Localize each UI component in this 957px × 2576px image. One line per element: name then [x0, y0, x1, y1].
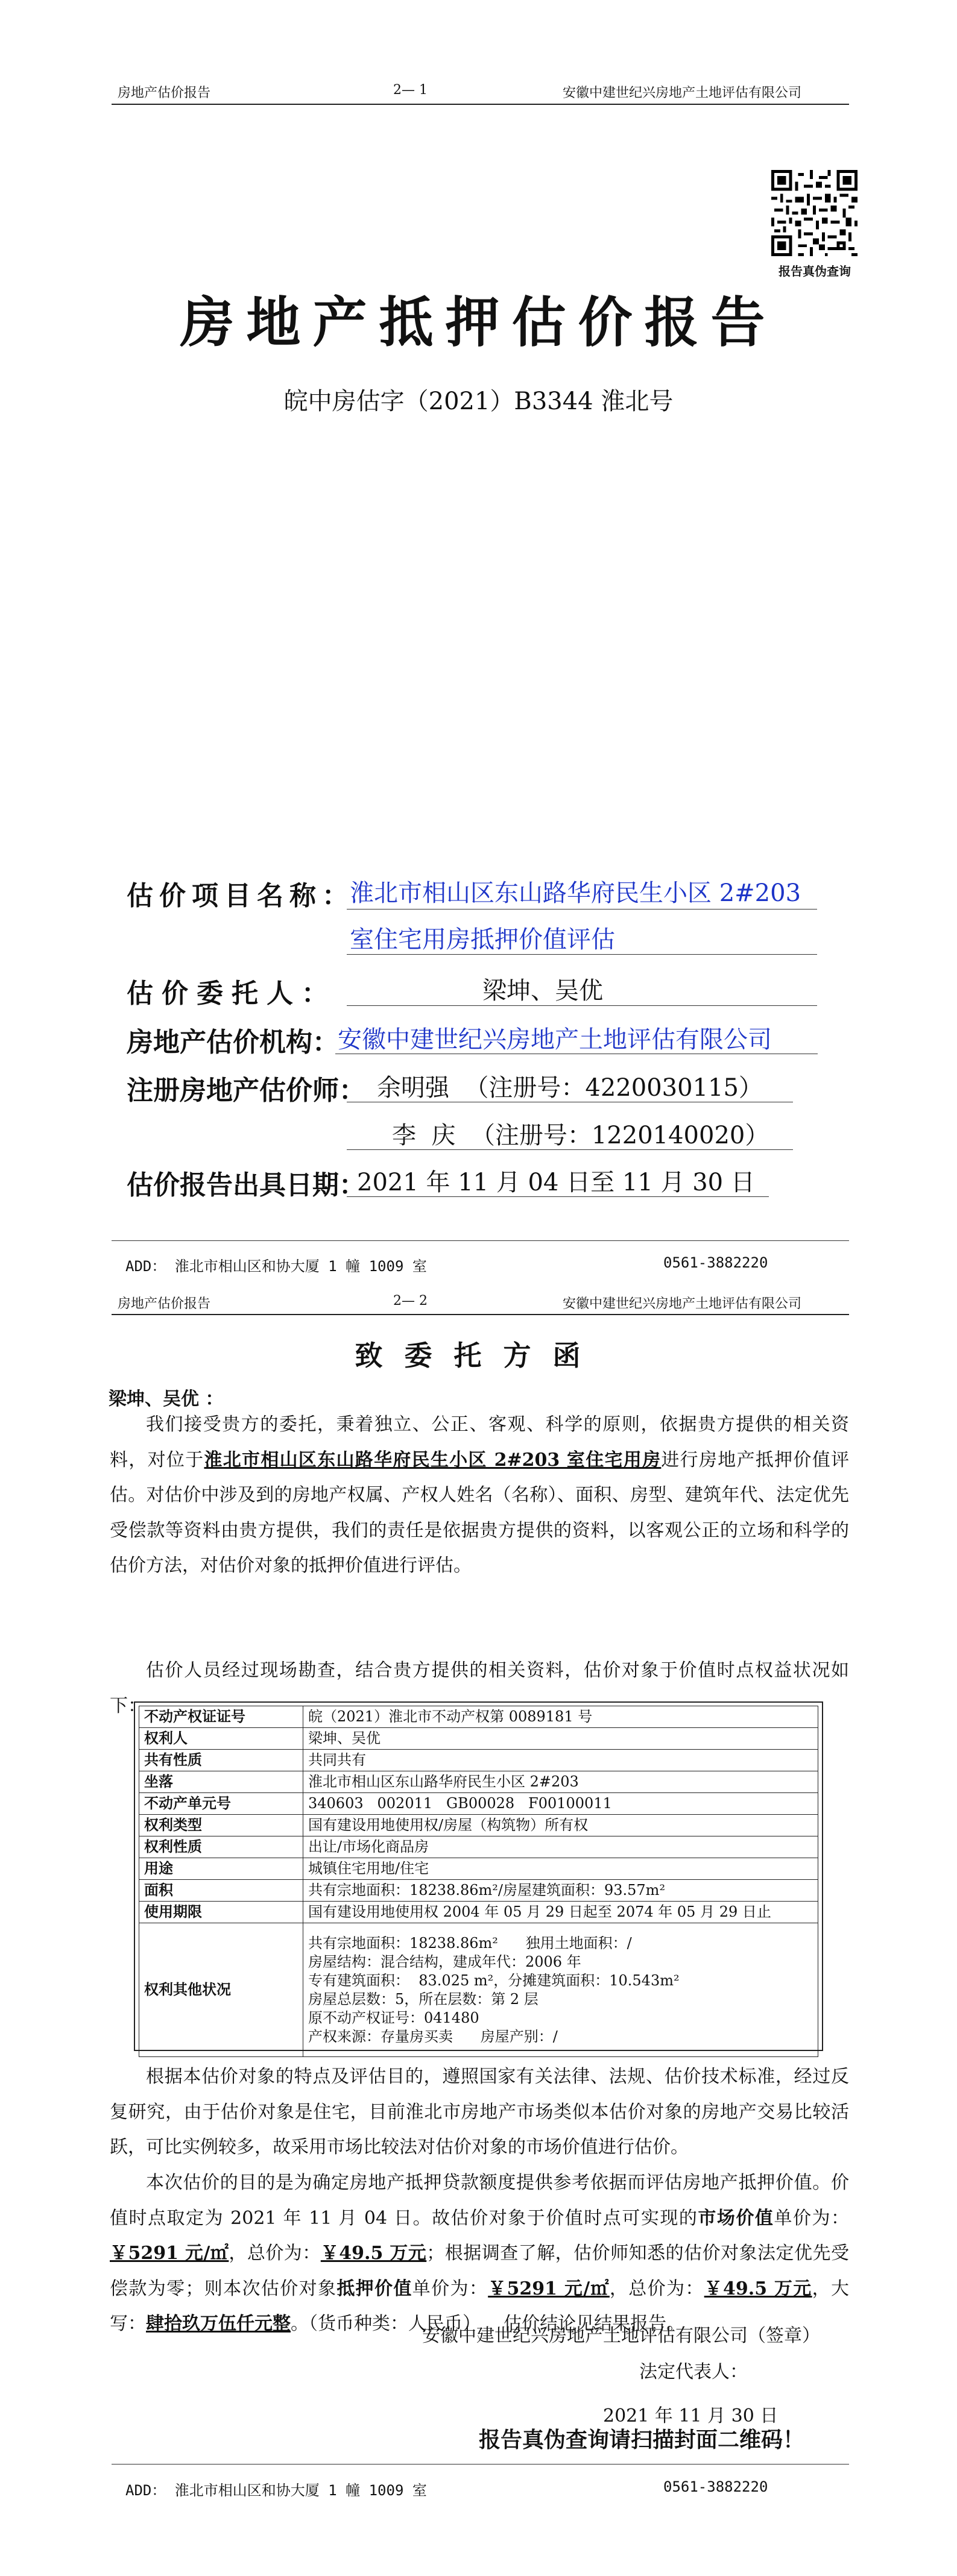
p4-text-m: ，大写： — [110, 2278, 849, 2334]
project-name-label: 估价项目名称： — [127, 881, 355, 911]
table-key: 用途 — [139, 1858, 303, 1880]
page1-header-page-number: 2— 1 — [393, 83, 428, 98]
page2-footer-address: ADD： 淮北市相山区和协大厦 1 幢 1009 室 — [125, 2482, 427, 2499]
table-value: 出让/市场化商品房 — [303, 1836, 818, 1858]
qr-code-label: 报告真伪查询 — [779, 264, 851, 278]
table-row — [139, 1771, 818, 1793]
table-value: 共同共有 — [303, 1750, 818, 1771]
other-line: 原不动产权证号：041480 — [308, 2009, 479, 2026]
page1-footer-rule — [112, 1240, 849, 1241]
signature-legal-rep: 法定代表人： — [639, 2361, 748, 2383]
letter-paragraph-1 — [110, 1407, 849, 1584]
project-name-underline-2 — [347, 954, 817, 955]
table-value: 皖（2021）淮北市不动产权第 0089181 号 — [303, 1706, 818, 1728]
table-row — [139, 1836, 818, 1858]
table-key: 权利人 — [139, 1728, 303, 1750]
report-title: 房地产抵押估价报告 — [180, 291, 777, 354]
client-underline — [347, 1005, 817, 1006]
p4-mortgage-total-price: ￥49.5 万元 — [704, 2278, 812, 2299]
rights-status-table — [139, 1706, 818, 2057]
p4-market-value-label: 市场价值 — [698, 2207, 774, 2229]
p4-mortgage-unit-price: ￥5291 元/㎡ — [488, 2278, 610, 2299]
table-value: 共有宗地面积：18238.86m²/房屋建筑面积：93.57m² — [303, 1880, 818, 1902]
appraiser-2: 李 庆 （注册号：1220140020） — [392, 1122, 769, 1149]
table-key: 权利性质 — [139, 1836, 303, 1858]
appraiser-1: 余明强 （注册号：4220030115） — [377, 1074, 763, 1102]
client-value: 梁坤、吴优 — [482, 977, 603, 1005]
page1-header-rule — [112, 104, 849, 105]
table-row — [139, 1923, 818, 2057]
page2-header-company: 安徽中建世纪兴房地产土地评估有限公司 — [563, 1296, 802, 1312]
table-row — [139, 1750, 818, 1771]
other-line: 共有宗地面积：18238.86m² 独用土地面积：/ — [308, 1934, 632, 1952]
other-line: 房屋结构：混合结构，建成年代：2006 年 — [308, 1953, 581, 1970]
p1-property-address: 淮北市相山区东山路华府民生小区 2#203 室住宅用房 — [204, 1449, 662, 1471]
p4-text-e: ，总价为： — [229, 2243, 321, 2264]
table-key: 不动产单元号 — [139, 1793, 303, 1815]
table-value: 梁坤、吴优 — [303, 1728, 818, 1750]
client-label: 估价委托人： — [127, 978, 336, 1009]
p4-market-unit-price: ￥5291 元/㎡ — [110, 2243, 229, 2264]
letter-paragraph-2: 估价人员经过现场勘查，结合贵方提供的相关资料，估价对象于价值时点权益状况如下： — [110, 1660, 849, 1717]
page2-header-left: 房地产估价报告 — [118, 1296, 211, 1312]
other-line: 专有建筑面积： 83.025 m²，分摊建筑面积：10.543m² — [308, 1971, 680, 1989]
project-name-value-line1: 淮北市相山区东山路华府民生小区 2#203 — [350, 879, 801, 907]
p4-mortgage-value-label: 抵押价值 — [336, 2278, 412, 2299]
report-date-underline — [347, 1196, 769, 1197]
table-value-other-status — [303, 1923, 818, 2057]
agency-label: 房地产估价机构： — [127, 1027, 339, 1058]
p1-text-c: 进行房地产抵押价值评估。对估价中涉及到的房地产权属、产权人姓名（名称）、面积、房型、建筑年代、法定优先受偿款等资料由贵方提供，我们的责任是依据贵方提供的资料，以客观公正的立场和科学的估价方法，对估价对象的抵押价值进行评估。 — [110, 1449, 850, 1576]
signature-company: 安徽中建世纪兴房地产土地评估有限公司（签章） — [422, 2325, 820, 2346]
qr-code-icon — [771, 170, 858, 256]
agency-value: 安徽中建世纪兴房地产土地评估有限公司 — [338, 1026, 772, 1054]
letter-paragraph-3: 根据本估价对象的特点及评估目的，遵照国家有关法律、法规、估价技术标准，经过反复研究，由于估价对象是住宅，目前淮北市房地产市场类似本估价对象的房地产交易比较活跃，可比实例较多，故采用市场比较法对估价对象的市场价值进行估价。 — [110, 2066, 849, 2158]
p4-market-total-price: ￥49.5 万元 — [320, 2243, 427, 2264]
other-line: 房屋总层数：5，所在层数：第 2 层 — [308, 1990, 539, 2008]
table-row — [139, 1902, 818, 1923]
page1-header-left: 房地产估价报告 — [118, 86, 211, 101]
table-row — [139, 1793, 818, 1815]
page1-footer-address: ADD： 淮北市相山区和协大厦 1 幢 1009 室 — [125, 1258, 427, 1275]
page1-footer-phone: 0561-3882220 — [663, 1254, 768, 1271]
p4-text-i: 单价为： — [412, 2278, 488, 2299]
table-key: 面积 — [139, 1880, 303, 1902]
table-key: 共有性质 — [139, 1750, 303, 1771]
table-value: 国有建设用地使用权/房屋（构筑物）所有权 — [303, 1815, 818, 1836]
table-row — [139, 1728, 818, 1750]
verification-note: 报告真伪查询请扫描封面二维码！ — [479, 2427, 805, 2452]
p4-text-c: 单价为： — [774, 2207, 849, 2229]
page2-header-rule — [112, 1314, 849, 1315]
table-key: 坐落 — [139, 1771, 303, 1793]
p4-text-a: 本次估价的目的是为确定房地产抵押贷款额度提供参考依据而评估房地产抵押价值。价值时点取定为 2021 年 11 月 04 日。故估价对象于价值时点可实现的 — [110, 2172, 849, 2229]
table-value: 340603 002011 GB00028 F00100011 — [303, 1793, 818, 1815]
table-row — [139, 1815, 818, 1836]
page2-header-page-number: 2— 2 — [393, 1293, 428, 1308]
project-name-value-line2: 室住宅用房抵押价值评估 — [350, 926, 615, 953]
table-row — [139, 1880, 818, 1902]
letter-title: 致委托方函 — [355, 1339, 602, 1372]
table-key: 不动产权证证号 — [139, 1706, 303, 1728]
signature-date: 2021 年 11 月 30 日 — [603, 2405, 779, 2427]
table-key-other-status: 权利其他状况 — [139, 1923, 303, 2057]
other-line: 产权来源：存量房买卖 房屋产别：/ — [308, 2028, 558, 2045]
table-value: 城镇住宅用地/住宅 — [303, 1858, 818, 1880]
p4-text-k: ，总价为： — [609, 2278, 704, 2299]
p4-text-g: ；根据调查了解，估价师知悉的估价对象法定优先受偿款为零；则本次估价对象 — [110, 2243, 850, 2299]
page1-header-company: 安徽中建世纪兴房地产土地评估有限公司 — [563, 86, 802, 101]
letter-paragraph-4 — [110, 2166, 849, 2342]
table-value: 淮北市相山区东山路华府民生小区 2#203 — [303, 1771, 818, 1793]
report-date-label: 估价报告出具日期： — [127, 1170, 365, 1201]
p4-amount-in-words: 肆拾玖万伍仟元整 — [146, 2313, 291, 2334]
appraiser-label: 注册房地产估价师： — [127, 1075, 365, 1106]
table-key: 权利类型 — [139, 1815, 303, 1836]
letter-salutation: 梁坤、吴优 ： — [109, 1389, 224, 1410]
page2-footer-phone: 0561-3882220 — [663, 2478, 768, 2495]
table-row — [139, 1858, 818, 1880]
report-date-value: 2021 年 11 月 04 日至 11 月 30 日 — [357, 1169, 755, 1196]
table-key: 使用期限 — [139, 1902, 303, 1923]
appraiser-2-underline — [347, 1149, 793, 1150]
report-document-number: 皖中房估字（2021）B3344 淮北号 — [283, 388, 674, 415]
p4-text-o: 。（货币种类：人民币） 估价结论见结果报告。 — [291, 2313, 685, 2334]
p1-text-a: 我们接受贵方的委托，秉着独立、公正、客观、科学的原则，依据贵方提供的相关资料，对位于 — [110, 1414, 849, 1471]
table-value: 国有建设用地使用权 2004 年 05 月 29 日起至 2074 年 05 月 29 日止 — [303, 1902, 818, 1923]
table-row — [139, 1706, 818, 1728]
